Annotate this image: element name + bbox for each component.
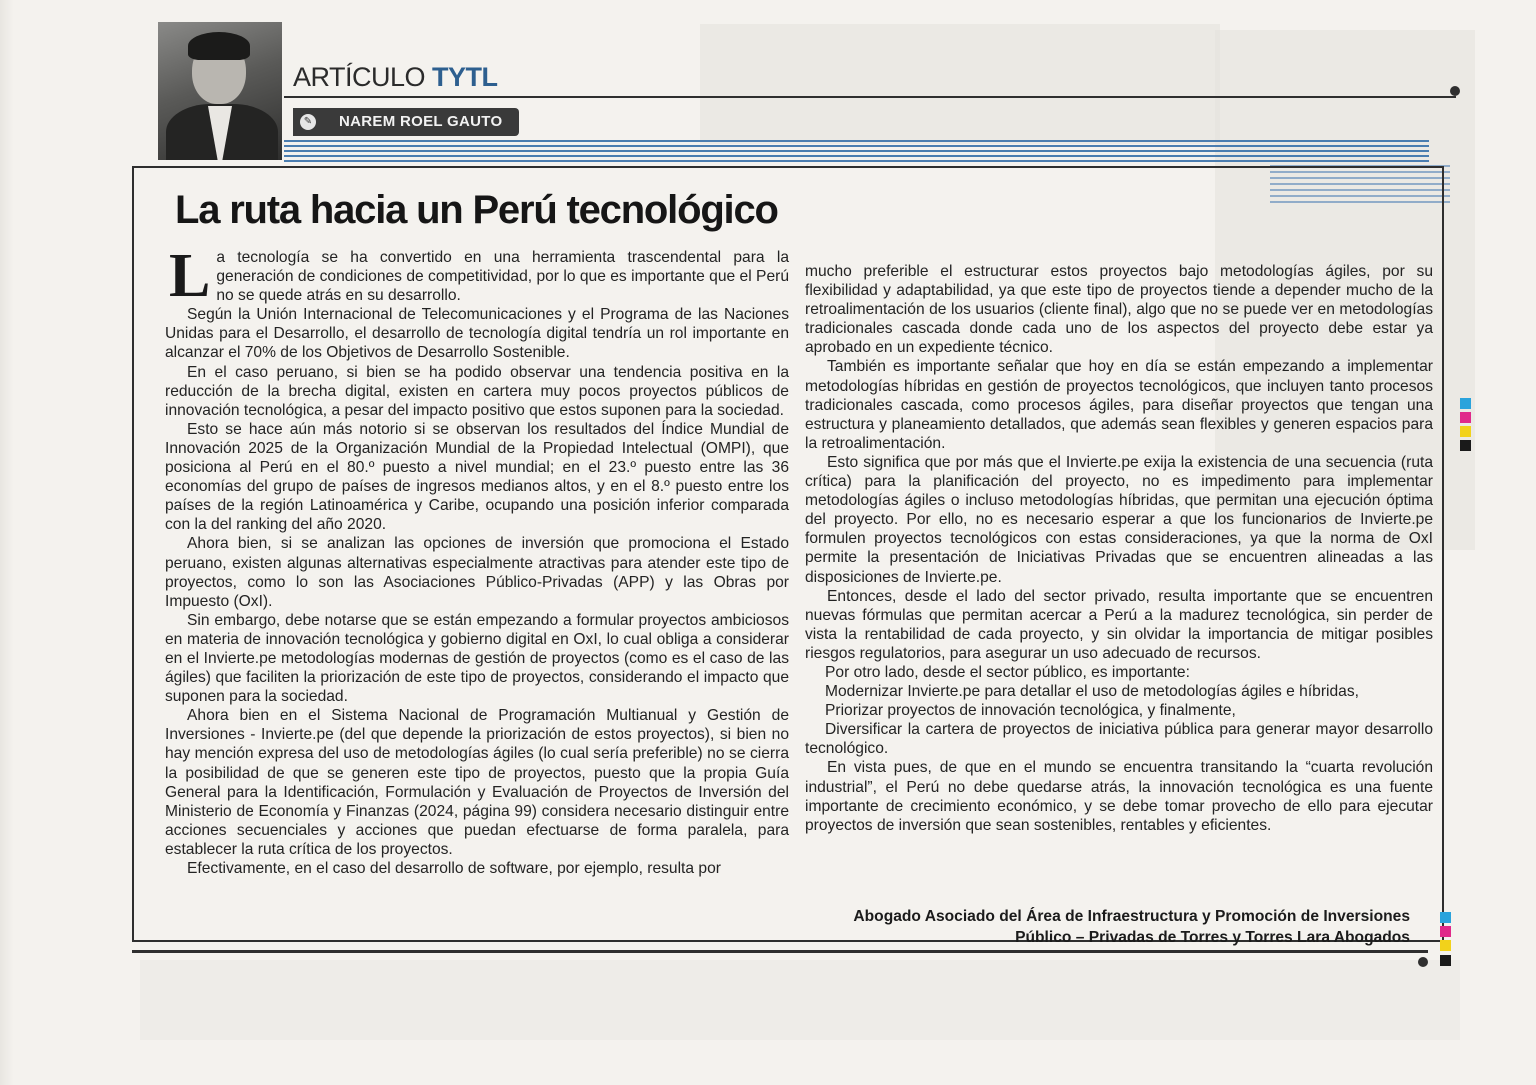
registration-mark-magenta [1460, 412, 1471, 423]
registration-mark-black [1440, 955, 1451, 966]
registration-mark-magenta [1440, 926, 1451, 937]
paragraph: Entonces, desde el lado del sector privado, resulta importante que se encuentren nuevas fórmulas que permitan acercar a Perú a la madurez tecnológica, sin perder de vista la rentabilidad de cada proyecto, y sin olvidar la importancia de mitigar posibles riesgos regulatorios, para asegurar un uso adecuado de recursos. [805, 587, 1433, 662]
decorative-stripes [284, 140, 1429, 164]
bleed-through-area [140, 960, 1460, 1040]
section-kicker [293, 62, 498, 93]
paragraph: Efectivamente, en el caso del desarrollo de software, por ejemplo, resulta por [187, 860, 721, 877]
registration-mark-yellow [1460, 426, 1471, 437]
paragraph: Ahora bien en el Sistema Nacional de Programación Multianual y Gestión de Inversiones - Invierte.pe (del que depende la priorización de estos proyectos), si bien no hay mención expresa del uso de metodologías ágiles (lo cual sería preferible) no se cierra la posibilidad de que se generen este tipo de proyectos, puesto que la propia Guía General para la Identificación, Formulación y Evaluación de Proyectos de Inversión del Ministerio de Economía y Finanzas (2024, página 99) considera necesario distinguir entre acciones secuenciales y acciones que puedan efectuarse de forma paralela, para establecer la ruta crítica de los proyectos. [165, 707, 789, 858]
article-column-1 [165, 242, 789, 878]
list-item: Priorizar proyectos de innovación tecnológica, y finalmente, [825, 702, 1236, 720]
list-item: Modernizar Invierte.pe para detallar el uso de metodologías ágiles e híbridas, [825, 683, 1359, 701]
signature-line-2: Público – Privadas de Torres y Torres Lara Abogados [1015, 929, 1410, 946]
article-title: La ruta hacia un Perú tecnológico [175, 188, 778, 232]
list-intro: Por otro lado, desde el sector público, es importante: [825, 663, 1190, 681]
kicker-accent: TYTL [432, 62, 498, 92]
kicker-main: ARTÍCULO [293, 62, 426, 92]
paragraph: Sin embargo, debe notarse que se están empezando a formular proyectos ambiciosos en materia de innovación tecnológica y gobierno digital en OxI, lo cual obliga a considerar en el Invierte.pe metodologías modernas de gestión de proyectos (como es el caso de las ágiles) que faciliten la priorización de este tipo de proyectos, considerando el impacto que suponen para la sociedad. [165, 611, 789, 706]
registration-mark-cyan [1460, 398, 1471, 409]
paragraph: Ahora bien, si se analizan las opciones de inversión que promociona el Estado peruano, existen algunas alternativas especialmente atractivas para atender este tipo de proyectos, como lo son las Asociaciones Público-Privadas (APP) y las Obras por Impuesto (OxI). [165, 535, 789, 610]
paragraph: Esto se hace aún más notorio si se observan los resultados del Índice Mundial de Innovación 2025 de la Organización Mundial de la Propiedad Intelectual (OMPI), que posiciona al Perú en el 80.º puesto a nivel mundial; en el 23.º puesto entre las 36 economías del grupo de países de ingresos medianos altos, y en el 8.º puesto entre los países de la región Latinoamérica y Caribe, ocupando una posición inferior comparada con la del ranking del año 2020. [165, 420, 789, 534]
paragraph: Según la Unión Internacional de Telecomunicaciones y el Programa de las Naciones Unidas para el Desarrollo, el desarrollo de tecnología digital tendría un rol importante en alcanzar el 70% de los Objetivos de Desarrollo Sostenible. [165, 306, 789, 362]
author-icon: ✎ [300, 114, 316, 130]
scan-edge [0, 0, 14, 1085]
paragraph: mucho preferible el estructurar estos proyectos bajo metodologías ágiles, por su flexibilidad y adaptabilidad, ya que este tipo de proyectos tiende a depender mucho de la retroalimentación de los usuarios (cliente final), algo que no se puede ver en metodologías tradicionales cascada donde cada uno de los aspectos del proyecto debe estar ya aprobado en un expediente técnico. [805, 263, 1433, 357]
author-bar [293, 108, 519, 136]
bleed-through-area [700, 24, 1220, 144]
list-item: Diversificar la cartera de proyectos de iniciativa pública para generar mayor desarrollo tecnológico. [805, 721, 1433, 758]
paragraph: La tecnología se ha convertido en una herramienta trascendental para la generación de condiciones de competitividad, por lo que es importante que el Perú no se quede atrás en su desarrollo. [169, 242, 789, 310]
paragraph: En vista pues, de que en el mundo se encuentra transitando la “cuarta revolución industrial”, el Perú no debe quedarse atrás, la innovación tecnológica es una fuente importante de crecimiento económico, y se debe tomar provecho de ello para ejecutar proyectos de inversión que sean sostenibles, rentables y eficientes. [805, 759, 1433, 834]
rule-end-dot [1450, 86, 1460, 96]
footer-rule-dot [1418, 957, 1428, 967]
signature-line-1: Abogado Asociado del Área de Infraestructura y Promoción de Inversiones [853, 908, 1410, 925]
paragraph: En el caso peruano, si bien se ha podido observar una tendencia positiva en la reducción de la brecha digital, existen en cartera muy pocos proyectos públicos de innovación tecnológica, a pesar del impacto positivo que estos suponen para la sociedad. [165, 363, 789, 419]
registration-mark-cyan [1440, 912, 1451, 923]
paragraph: También es importante señalar que hoy en día se están empezando a implementar metodologías híbridas en gestión de proyectos tecnológicos, que incluyen tanto procesos tradicionales cascada, como procesos ágiles, para diseñar proyectos que tengan una estructura y planeamiento detallados, que además sean flexibles y generen espacios para la retroalimentación. [805, 358, 1433, 452]
registration-mark-black [1460, 440, 1471, 451]
registration-mark-yellow [1440, 940, 1451, 951]
footer-rule [132, 950, 1428, 953]
paragraph: Esto significa que por más que el Invierte.pe exija la existencia de una secuencia (ruta crítica) para la planificación del proyecto, no es impedimento para implementar metodologías ágiles o incluso metodologías híbridas, que permitan una ejecución óptima del proyecto. Por ello, no es necesario esperar a que los funcionarios de Invierte.pe formulen proyectos tecnológicos con estas consideraciones, ya que la norma de OxI permite la presentación de Iniciativas Privadas que se encuentren alineadas a las disposiciones de Invierte.pe. [805, 453, 1433, 586]
author-signature [790, 906, 1410, 948]
author-photo [158, 22, 282, 160]
author-name: NAREM ROEL GAUTO [339, 113, 503, 130]
drop-cap: L [169, 242, 211, 310]
header-rule [284, 96, 1456, 98]
article-column-2 [805, 262, 1433, 835]
